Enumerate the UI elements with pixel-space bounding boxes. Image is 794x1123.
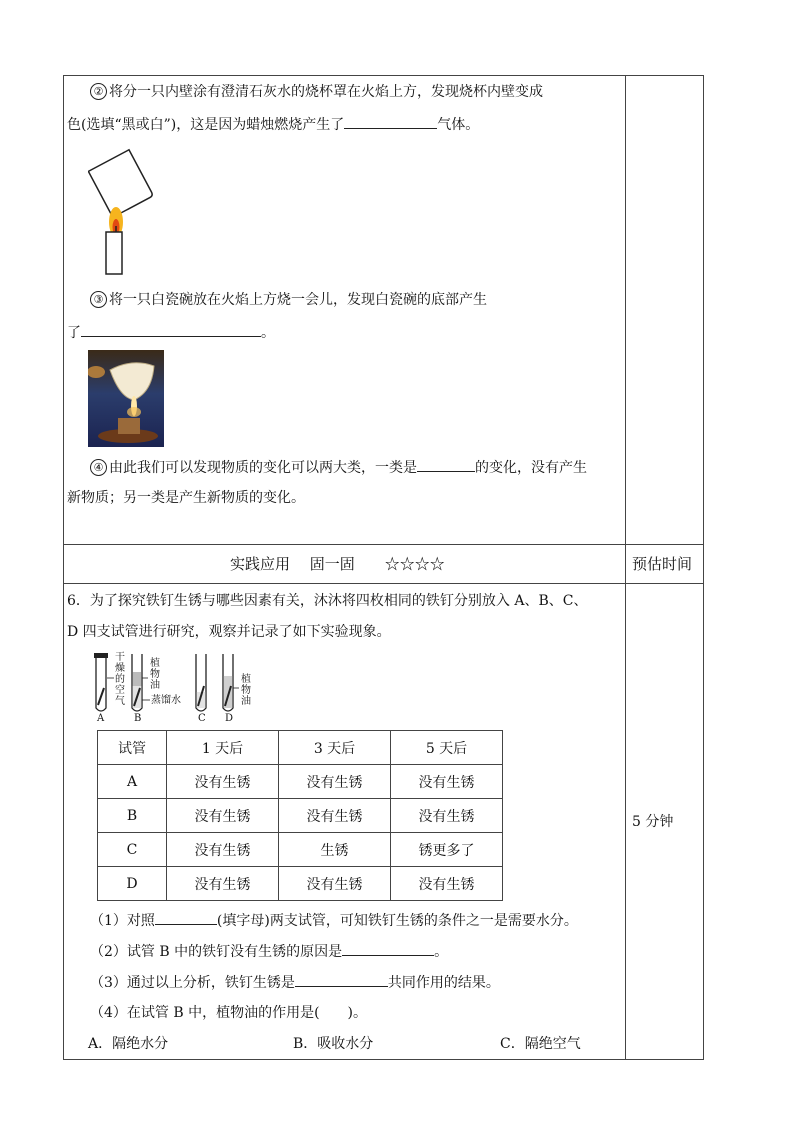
table-cell: 没有生锈 (391, 765, 503, 799)
label-dry-air: 干 燥 的 空 气 (115, 652, 125, 707)
item3-number: ③ (90, 291, 107, 308)
table-header-cell: 1 天后 (167, 731, 279, 765)
table-cell: 没有生锈 (167, 833, 279, 867)
table-cell: 没有生锈 (391, 799, 503, 833)
observation-table (97, 730, 503, 901)
tube-label-d: D (225, 713, 234, 724)
test-tubes-figure (88, 650, 268, 725)
item4-line2: 新物质；另一类是产生新物质的变化。 (67, 490, 305, 506)
table-cell: 没有生锈 (167, 867, 279, 901)
label-oil-d: 植 物 油 (241, 674, 251, 707)
table-cell: 没有生锈 (279, 799, 391, 833)
item4-number: ④ (90, 459, 107, 476)
subquestion-4: （4）在试管 B 中，植物油的作用是( )。 (90, 1005, 368, 1021)
table-header-row (98, 731, 503, 765)
answer-blank-q3[interactable] (295, 972, 388, 987)
table-row (98, 833, 503, 867)
table-row (98, 799, 503, 833)
beaker-candle-figure (88, 142, 168, 276)
tube-label-c: C (198, 713, 206, 724)
table-cell: 没有生锈 (167, 799, 279, 833)
stopper-a (94, 653, 108, 658)
table-cell: D (98, 867, 167, 901)
table-cell: 没有生锈 (391, 867, 503, 901)
q6-line1: 6．为了探究铁钉生锈与哪些因素有关，沐沐将四枚相同的铁钉分别放入 A、B、C、 (67, 593, 588, 609)
table-cell: 生锈 (279, 833, 391, 867)
answer-blank-q2[interactable] (342, 941, 434, 956)
option-a[interactable]: A．隔绝水分 (88, 1036, 169, 1052)
table-cell: C (98, 833, 167, 867)
tube-label-a: A (97, 713, 105, 724)
item4-line1: ④ 由此我们可以发现物质的变化可以两大类，一类是 的变化，没有产生 (90, 457, 587, 478)
answer-blank-residue[interactable] (81, 322, 261, 337)
answer-blank-q1[interactable] (155, 910, 217, 925)
item3-line2: 了 。 (67, 322, 275, 343)
table-cell: 没有生锈 (279, 765, 391, 799)
item2-line1: ② 将分一只内壁涂有澄清石灰水的烧杯罩在火焰上方，发现烧杯内壁变成 (90, 82, 543, 102)
section-title: 实践应用 固一固 ☆☆☆☆ (230, 555, 445, 573)
option-b[interactable]: B．吸收水分 (293, 1036, 374, 1052)
label-distilled-water: 蒸馏水 (151, 695, 181, 706)
column-divider (625, 75, 626, 1060)
item2-number: ② (90, 83, 107, 100)
row-divider-top (63, 544, 704, 545)
table-cell: B (98, 799, 167, 833)
answer-blank-gas[interactable] (344, 114, 437, 129)
table-cell: 没有生锈 (167, 765, 279, 799)
oil-layer-b (133, 672, 142, 686)
table-cell: 没有生锈 (279, 867, 391, 901)
nail-a (98, 688, 104, 705)
item2-line2: 色(选填“黑或白”)，这是因为蜡烛燃烧产生了 气体。 (67, 114, 479, 135)
table-header-cell: 5 天后 (391, 731, 503, 765)
label-oil-b: 植 物 油 (150, 658, 160, 691)
candle-body (106, 232, 122, 274)
q6-line2: D 四支试管进行研究，观察并记录了如下实验现象。 (67, 624, 391, 640)
option-c[interactable]: C．隔绝空气 (500, 1036, 581, 1052)
tube-a (96, 658, 106, 711)
table-cell: 锈更多了 (391, 833, 503, 867)
estimated-time: 5 分钟 (632, 814, 674, 830)
row-divider-bottom (63, 583, 704, 584)
item3-line1: ③ 将一只白瓷碗放在火焰上方烧一会儿，发现白瓷碗的底部产生 (90, 290, 487, 310)
table-row (98, 765, 503, 799)
subquestion-2: （2）试管 B 中的铁钉没有生锈的原因是 。 (90, 941, 448, 962)
subquestion-3: （3）通过以上分析，铁钉生锈是 共同作用的结果。 (90, 972, 500, 993)
tube-label-b: B (134, 713, 142, 724)
beaker-shape (88, 150, 153, 218)
table-header-cell: 试管 (98, 731, 167, 765)
table-header-cell: 3 天后 (279, 731, 391, 765)
table-row (98, 867, 503, 901)
answer-blank-change-type[interactable] (417, 457, 475, 472)
bowl-flame-photo (88, 350, 164, 447)
time-column-label: 预估时间 (632, 555, 693, 573)
table-cell: A (98, 765, 167, 799)
subquestion-1: （1）对照 (填字母)两支试管，可知铁钉生锈的条件之一是需要水分。 (90, 910, 578, 931)
